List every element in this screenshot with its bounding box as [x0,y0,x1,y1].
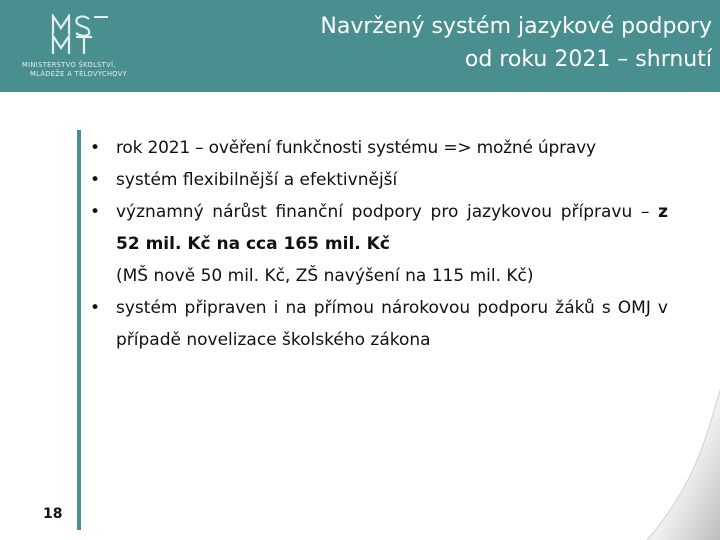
bullet-note-text: (MŠ nově 50 mil. Kč, ZŠ navýšení na 115 mil. Kč) [116,266,534,286]
bullet-text-bold: z 52 mil. Kč na cca 165 mil. Kč [116,202,668,254]
ministry-logo [22,14,147,80]
bullet-item-2 [86,164,668,196]
page-number: 18 [43,506,63,522]
logo-text-line1: MINISTERSTVO ŠKOLSTVÍ, [22,61,116,69]
bullet-text: významný nárůst finanční podpory pro jazykovou přípravu – [116,202,659,222]
bullet-marker: • [90,170,101,190]
bullet-item-3 [86,196,668,260]
bullet-text: rok 2021 – ověření funkčnosti systému => možné úpravy [116,138,596,158]
bullet-marker: • [90,138,100,158]
bullet-text: systém flexibilnější a efektivnější [116,170,398,190]
bullet-item-4 [86,292,668,356]
title-line1: Navržený systém jazykové podpory [320,14,712,39]
title-line2: od roku 2021 – shrnutí [464,47,712,72]
bullet-marker: • [90,202,101,222]
accent-vertical-line [77,130,81,530]
logo-text-line2: MLÁDEŽE A TĚLOVÝCHOVY [30,70,128,78]
bullet-item-1 [86,132,668,164]
page-curl-decoration [625,390,720,540]
bullet-list [86,132,668,356]
msmt-logo-icon [50,14,112,56]
slide-title [192,10,712,76]
bullet-item-3-note [86,260,668,292]
bullet-text: systém připraven i na přímou nárokovou podporu žáků s OMJ v případě novelizace školského zákona [116,298,668,350]
bullet-marker: • [90,298,101,318]
header-bar [0,0,720,92]
